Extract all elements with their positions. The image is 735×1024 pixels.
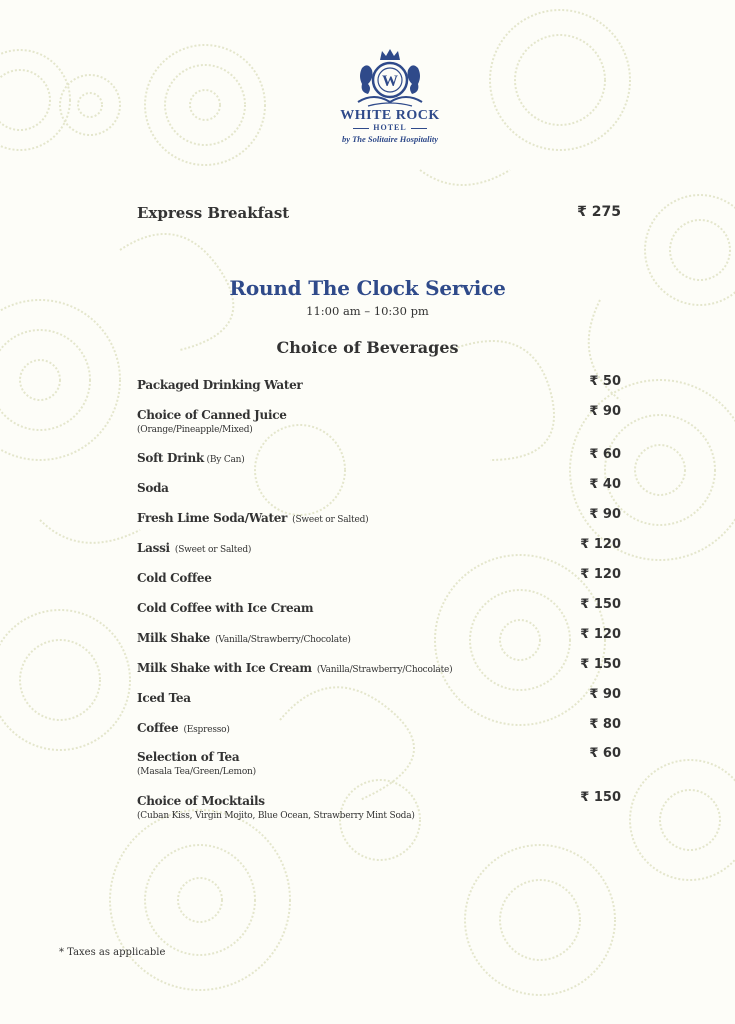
divider (353, 128, 369, 129)
item-name: Iced Tea (137, 691, 191, 705)
brand-name: WHITE ROCK (340, 108, 440, 123)
item-name: Packaged Drinking Water (137, 378, 303, 392)
item-name: Cold Coffee with Ice Cream (137, 601, 314, 615)
item-name: Fresh Lime Soda/Water (137, 511, 288, 525)
brand-subtitle: HOTEL (373, 123, 407, 132)
menu-item (137, 374, 621, 393)
section-title: Round The Clock Service (229, 276, 506, 300)
service-hours: 11:00 am – 10:30 pm (306, 304, 429, 318)
crest-icon (350, 48, 430, 110)
item-name: Cold Coffee (137, 571, 212, 585)
express-breakfast-row (137, 203, 621, 222)
item-price: ₹ 80 (589, 717, 621, 732)
menu-item (137, 507, 621, 526)
item-name: Milk Shake with Ice Cream (137, 661, 312, 675)
menu-item (137, 447, 621, 466)
item-price: ₹ 150 (580, 657, 621, 672)
item-note: (By Can) (203, 455, 245, 465)
item-note: (Sweet or Salted) (174, 545, 252, 555)
item-price: ₹ 150 (580, 597, 621, 612)
item-name: Choice of Canned Juice (137, 408, 287, 422)
menu-item (137, 597, 621, 616)
item-name: Selection of Tea (137, 750, 240, 764)
item-name: Soda (137, 481, 169, 495)
item-price: ₹ 90 (589, 404, 621, 419)
menu-item (137, 687, 621, 706)
item-price: ₹ 60 (589, 746, 621, 761)
item-note: (Vanilla/Strawberry/Chocolate) (215, 635, 351, 645)
menu-item (137, 567, 621, 586)
category-title: Choice of Beverages (276, 338, 459, 357)
hotel-logo (325, 48, 455, 153)
item-note: (Sweet or Salted) (292, 515, 369, 525)
item-price: ₹ 120 (580, 537, 621, 552)
item-name: Express Breakfast (137, 204, 290, 222)
item-price: ₹ 90 (589, 687, 621, 702)
menu-item (137, 717, 621, 736)
menu-item (137, 627, 621, 646)
item-description: (Masala Tea/Green/Lemon) (137, 767, 256, 777)
menu-item (137, 537, 621, 556)
item-price: ₹ 60 (589, 447, 621, 462)
item-price: ₹ 275 (577, 204, 621, 220)
item-price: ₹ 90 (589, 507, 621, 522)
item-name: Coffee (137, 721, 179, 735)
item-description: (Cuban Kiss, Virgin Mojito, Blue Ocean, Strawberry Mint Soda) (137, 811, 415, 821)
item-price: ₹ 150 (580, 790, 621, 805)
divider (411, 128, 427, 129)
item-note: (Espresso) (183, 725, 230, 735)
item-price: ₹ 50 (589, 374, 621, 389)
item-name: Choice of Mocktails (137, 794, 265, 808)
menu-item (137, 746, 621, 777)
brand-tagline: by The Solitaire Hospitality (341, 134, 439, 144)
menu-item (137, 657, 621, 676)
item-price: ₹ 40 (589, 477, 621, 492)
menu-item (137, 477, 621, 496)
item-price: ₹ 120 (580, 567, 621, 582)
menu-item (137, 404, 621, 435)
menu-item (137, 790, 621, 821)
taxes-footnote: * Taxes as applicable (59, 947, 166, 958)
svg-text:W: W (382, 73, 398, 90)
item-description: (Orange/Pineapple/Mixed) (137, 425, 253, 435)
item-price: ₹ 120 (580, 627, 621, 642)
item-name: Milk Shake (137, 631, 211, 645)
item-name: Lassi (137, 541, 170, 555)
item-note: (Vanilla/Strawberry/Chocolate) (316, 665, 453, 675)
item-name: Soft Drink (137, 451, 204, 465)
